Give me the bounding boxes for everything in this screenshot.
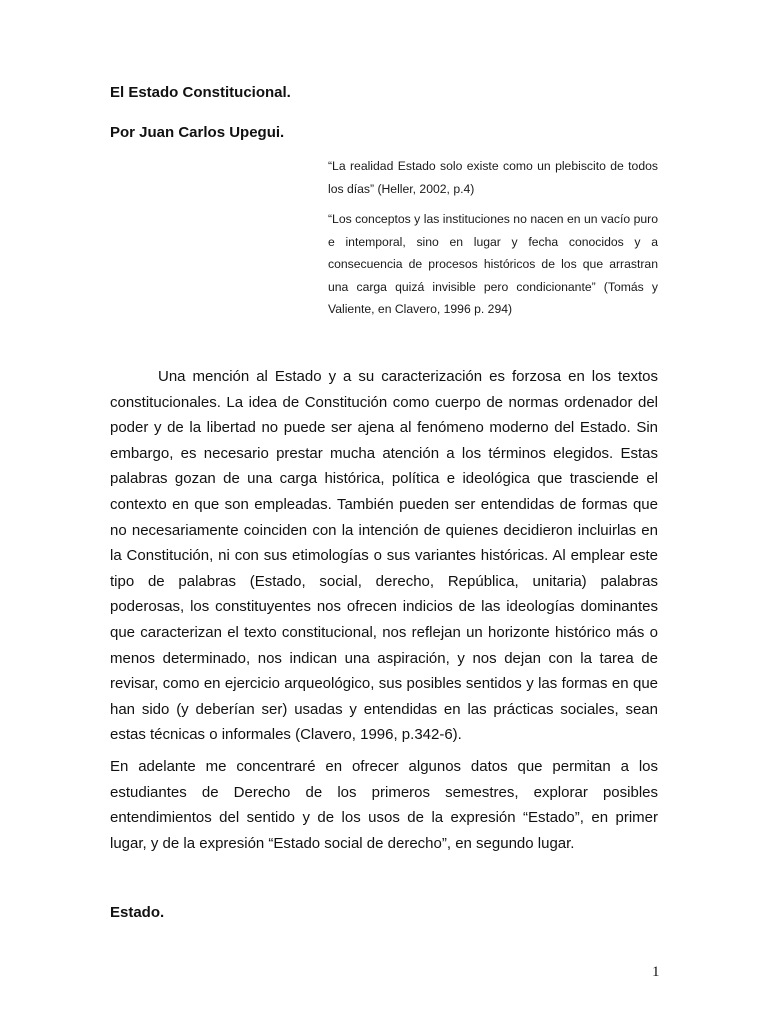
epigraph-tomas-y-valiente: “Los conceptos y las instituciones no nacen en un vacío puro e intemporal, sino en lugar y fecha conocidos y a consecuencia de procesos históricos de los que arrastran una carga quizá invisible pero condicionante” (Tomás y Valiente, en Clavero, 1996 p. 294) bbox=[328, 212, 658, 316]
body-paragraph-1: Una mención al Estado y a su caracterización es forzosa en los textos constitucionales. La idea de Constitución como cuerpo de normas ordenador del poder y de la libertad no puede ser ajena al fenómeno moderno del Estado. Sin embargo, es necesario prestar mucha atención a los términos elegidos. Estas palabras gozan de una carga histórica, política e ideológica que trasciende el contexto en que son empleadas. También pueden ser entendidas de formas que no necesariamente coinciden con la intención de quienes decidieron incluirlas en la Constitución, ni con sus etimologías o sus variantes históricas. Al emplear este tipo de palabras (Estado, social, derecho, República, unitaria) palabras poderosas, los constituyentes nos ofrecen indicios de las ideologías dominantes que caracterizan el texto constitucional, nos reflejan un horizonte histórico más o menos determinado, nos indican una aspiración, y nos dejan con la tarea de revisar, como en ejercicio arqueológico, sus posibles sentidos y las formas en que han sido (y deberían ser) usadas y entendidas en las prácticas sociales, sean estas técnicas o informales (Clavero, 1996, p.342-6). bbox=[110, 368, 658, 744]
epigraph-heller: “La realidad Estado solo existe como un plebiscito de todos los días” (Heller, 2002, p.4) bbox=[328, 159, 658, 196]
document-author: Por Juan Carlos Upegui. bbox=[110, 124, 285, 141]
body-paragraph-2: En adelante me concentraré en ofrecer algunos datos que permitan a los estudiantes de Derecho de los primeros semestres, explorar posibles entendimientos del sentido y de los usos de la expresión “Estado”, en primer lugar, y de la expresión “Estado social de derecho”, en segundo lugar. bbox=[110, 758, 658, 852]
document-title: El Estado Constitucional. bbox=[110, 84, 291, 101]
page-number: 1 bbox=[652, 964, 660, 980]
section-heading-estado: Estado. bbox=[110, 904, 165, 921]
